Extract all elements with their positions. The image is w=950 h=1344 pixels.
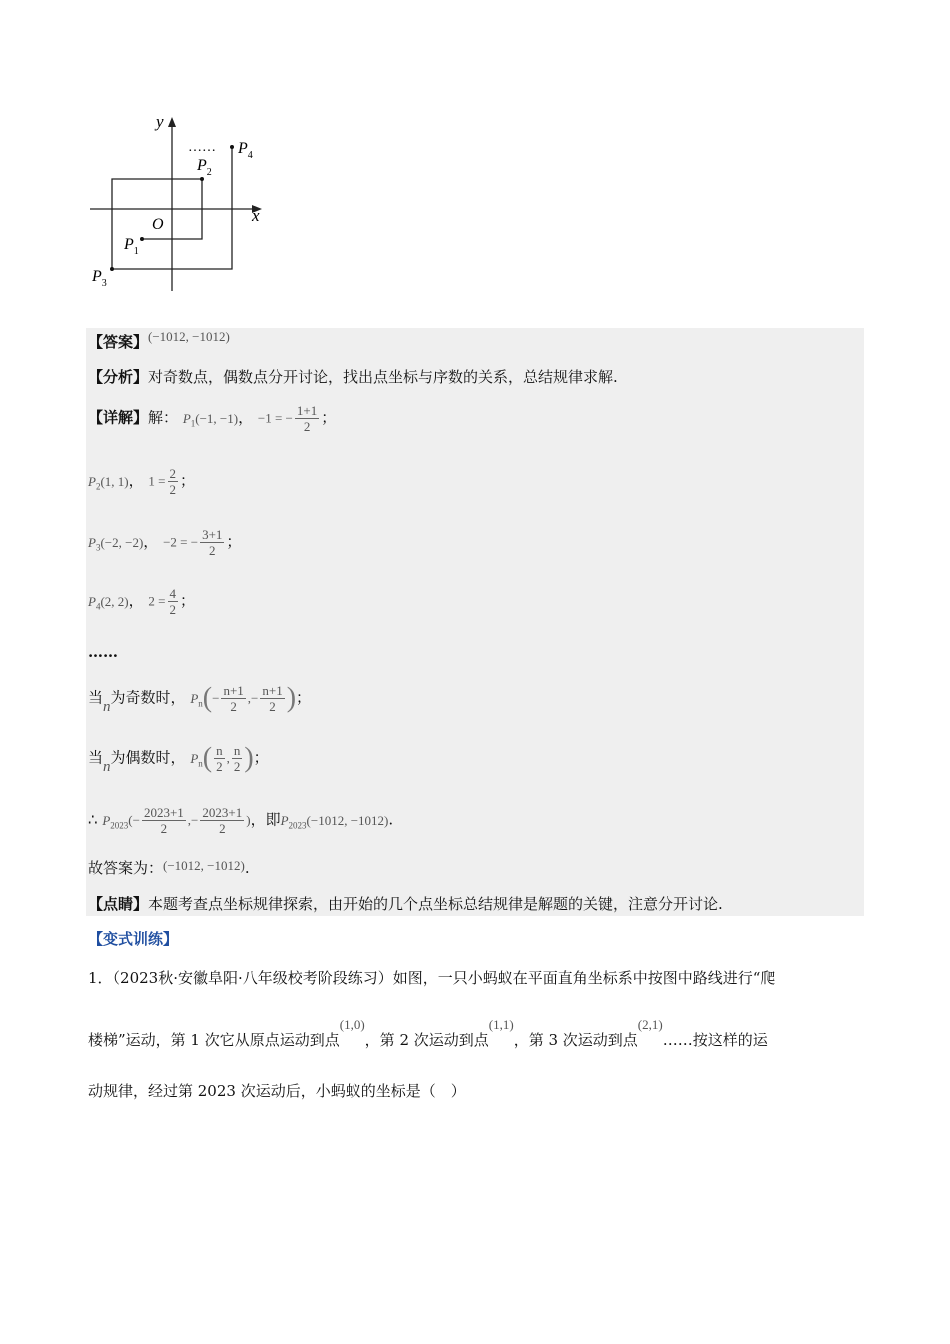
problem-number: 1． (88, 969, 113, 987)
point-p3 (110, 267, 114, 271)
problem-line-3: 动规律，经过第 2023 次运动后，小蚂蚁的坐标是（ ） (88, 1082, 466, 1100)
problem-line-1: 1．（2023秋·安徽阜阳·八年级校考阶段练习）如图，一只小蚂蚁在平面直角坐标系中按图中路线进行“爬 (88, 969, 776, 987)
problem-source: （2023秋·安徽阜阳·八年级校考阶段练习） (112, 969, 393, 987)
p4-fraction: $\frac{4}{2}$ (169, 586, 177, 617)
even-case-line: 当n为偶数时， $P_n$( $\frac{n}{2}$ , $\frac{n}{2}$ )； (88, 742, 269, 775)
odd-point: $P_n$ (190, 690, 203, 709)
odd-case-line: 当n为奇数时， $P_n(-$ $\frac{n+1}{2}$ ,− $\frac{n+1}{2}$ )； (88, 682, 312, 715)
analysis-text: 对奇数点，偶数点分开讨论，找出点坐标与序数的关系，总结规律求解. (148, 368, 618, 386)
p1-point: $P_1(-1$, −1) (182, 410, 239, 429)
p2023-result: $P_{2023}(-1012$, −1012) (280, 812, 389, 831)
p2023-point: $P_{2023}$ (102, 812, 129, 831)
even-fraction-y: $\frac{n}{2}$ (233, 743, 241, 774)
p4-equation: 2 = (148, 593, 166, 609)
answer-line (88, 331, 230, 354)
p1-fraction: $\frac{1+1}{2}$ (296, 403, 318, 434)
p2-point: $P_2(1$, 1) (88, 473, 129, 492)
y-axis-arrow-icon (168, 117, 176, 127)
p2-label: $P_2$ (197, 157, 212, 178)
point-p2 (200, 177, 204, 181)
analysis-line (88, 366, 618, 388)
odd-fraction-x: $\frac{n+1}{2}$ (223, 683, 244, 714)
p4-point: $P_4(2$, 2) (88, 593, 129, 612)
origin-label: O (152, 216, 164, 233)
point-p4 (230, 145, 234, 149)
detail-lead: 解： (148, 408, 179, 427)
p2023-fraction-x: $\frac{2023+1}{2}$ (143, 805, 184, 836)
y-label: y (156, 112, 164, 131)
x-label: x (252, 206, 260, 225)
ellipsis-line: …… (88, 643, 118, 661)
p2023-fraction-y: $\frac{2023+1}{2}$ (202, 805, 243, 836)
answer-value: (−1012, −1012) (148, 329, 230, 344)
point-1-0: (1,0) (339, 1017, 365, 1032)
practice-title: 【变式训练】 (88, 930, 179, 948)
even-point: $P_n$ (190, 750, 203, 769)
comment-line (88, 893, 723, 915)
p1-label: $P_1$ (124, 236, 139, 257)
p3-label: $P_3$ (92, 268, 107, 289)
therefore-line: ∴ $P_{2023}(-$ $\frac{2023+1}{2}$ ,− $\frac{2023+1}{2}$ )，即$P_{2023}(-1012$, −1012). (88, 805, 394, 836)
p1-equation: −1 = − (257, 410, 293, 426)
even-fraction-x: $\frac{n}{2}$ (216, 743, 223, 774)
detail-p1-line: 【详解】解： $P_1(-1$, −1)， −1 = − $\frac{1+1}{2}$ ； (88, 403, 337, 434)
p2-fraction: $\frac{2}{2}$ (169, 466, 177, 497)
p3-equation: −2 = − (163, 534, 199, 550)
answer-label: 【答案】 (88, 333, 149, 351)
point-p1 (140, 237, 144, 241)
detail-p2-line: $P_2(1$, 1)， 1 = $\frac{2}{2}$ ； (88, 466, 196, 497)
odd-fraction-y: $\frac{n+1}{2}$ (262, 683, 283, 714)
point-2-1: (2,1) (637, 1017, 663, 1032)
dots-label: …… (188, 140, 216, 155)
p3-fraction: $\frac{3+1}{2}$ (202, 527, 223, 558)
p2-equation: 1 = (148, 473, 166, 489)
p4-label: $P_4$ (238, 140, 253, 161)
analysis-label: 【分析】 (88, 368, 149, 386)
point-1-1: (1,1) (488, 1017, 514, 1032)
detail-p3-line: $P_3(-2$, −2)， −2 = − $\frac{3+1}{2}$ ； (88, 527, 242, 558)
comment-text: 本题考查点坐标规律探索，由开始的几个点坐标总结规律是解题的关键，注意分开讨论. (148, 895, 723, 913)
detail-label: 【详解】 (88, 408, 149, 427)
p3-point: $P_3(-2$, −2) (88, 534, 144, 553)
detail-p4-line: $P_4(2$, 2)， 2 = $\frac{4}{2}$ ； (88, 586, 196, 617)
problem-line-2: 楼梯”运动，第 1 次它从原点运动到点(1,0)，第 2 次运动到点(1,1)，第 3 次运动到点(2,1)……按这样的运 (88, 1017, 768, 1049)
conclusion-line: 故答案为：(−1012, −1012). (88, 858, 250, 877)
coordinate-figure (80, 105, 280, 305)
comment-label: 【点睛】 (88, 895, 149, 913)
